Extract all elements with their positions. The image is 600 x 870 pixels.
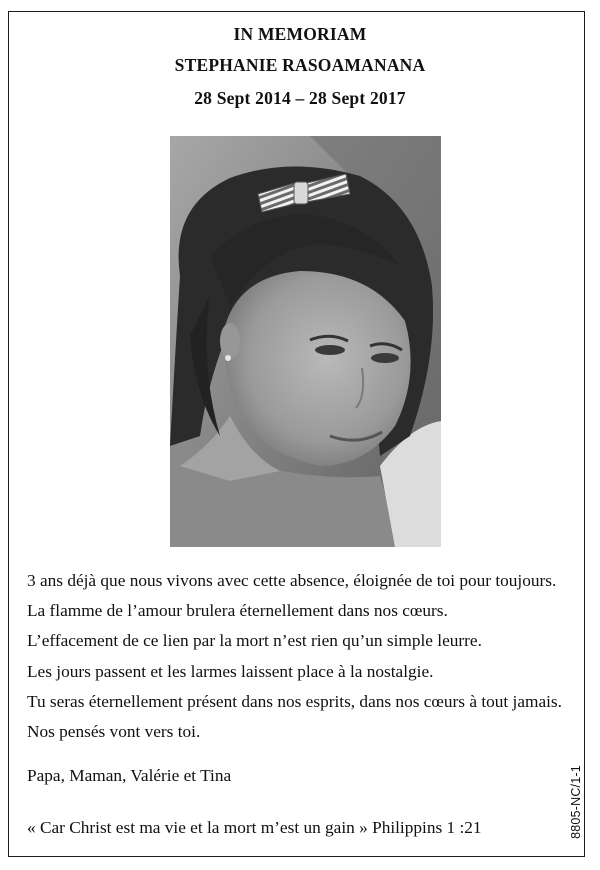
tribute-line: Les jours passent et les larmes laissent place à la nostalgie.: [27, 661, 434, 681]
tribute-line: 3 ans déjà que nous vivons avec cette absence, éloignée de toi pour toujours.: [27, 571, 557, 590]
bible-quote: « Car Christ est ma vie et la mort m’est un gain » Philippins 1 :21: [27, 818, 482, 837]
tribute-line: La flamme de l’amour brulera éternellement dans nos cœurs.: [27, 601, 448, 621]
notice-heading: IN MEMORIAM: [233, 24, 367, 44]
deceased-name: STEPHANIE RASOAMANANA: [174, 55, 426, 75]
family-signature: Papa, Maman, Valérie et Tina: [27, 766, 232, 785]
reference-code: 8805-NC/1-1: [569, 765, 583, 839]
portrait-photo: [170, 136, 441, 547]
tribute-line: Nos pensés vont vers toi.: [27, 722, 201, 742]
tribute-text: [27, 566, 587, 747]
date-range: 28 Sept 2014 – 28 Sept 2017: [194, 88, 406, 108]
tribute-line: Tu seras éternellement présent dans nos esprits, dans nos cœurs à tout jamais.: [27, 691, 562, 711]
tribute-line: L’effacement de ce lien par la mort n’est rien qu’un simple leurre.: [27, 631, 482, 651]
